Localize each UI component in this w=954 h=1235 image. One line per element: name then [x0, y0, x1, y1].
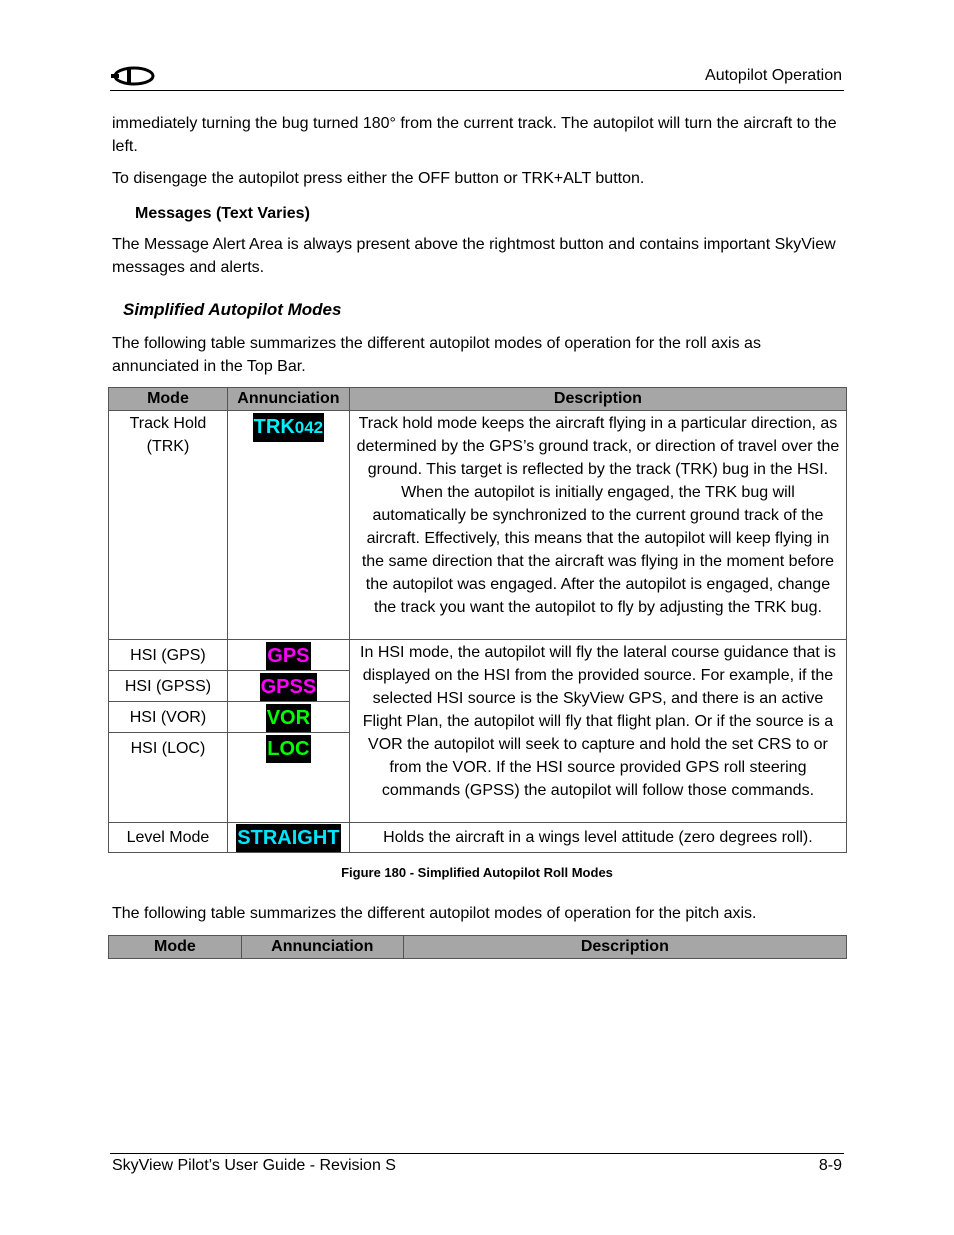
description-cell: In HSI mode, the autopilot will fly the lateral course guidance that is displayed on the HSI from the provided source. For example, if the selected HSI source is the SkyView GPS, and there is an active Flight Plan, the autopilot will fly that flight plan. Or if the source is a VOR the autopilot will seek to capture and hold the set CRS to or from the VOR. If the HSI source provided GPS roll steering commands (GPSS) the autopilot will follow those commands.	[349, 640, 846, 823]
mode-cell	[109, 411, 228, 640]
heading-simplified-modes: Simplified Autopilot Modes	[123, 300, 342, 319]
annunciation-vor: VOR	[266, 704, 311, 732]
paragraph-turn-bug: immediately turning the bug turned 180° from the current track. The autopilot will turn the aircraft to the left.	[112, 115, 837, 155]
paragraph-disengage: To disengage the autopilot press either the OFF button or TRK+ALT button.	[112, 170, 645, 187]
table-header-row	[109, 388, 847, 411]
table-row	[109, 823, 847, 853]
description-cell: Holds the aircraft in a wings level attitude (zero degrees roll).	[349, 823, 846, 853]
col-header-description: Description	[403, 936, 846, 959]
table-header-row	[109, 936, 847, 959]
footer-page-number: 8-9	[818, 1157, 842, 1174]
annunciation-cell	[227, 640, 349, 671]
dynon-logo-icon	[110, 66, 156, 86]
col-header-description: Description	[349, 388, 846, 411]
table-row	[109, 640, 847, 671]
pitch-modes-table	[108, 935, 847, 959]
annunciation-trk: TRK042	[253, 413, 324, 442]
footer-rule	[110, 1153, 844, 1154]
col-header-annunciation: Annunciation	[227, 388, 349, 411]
mode-cell: Level Mode	[109, 823, 228, 853]
annunciation-cell	[227, 671, 349, 702]
annunciation-cell	[227, 823, 349, 853]
annunciation-straight: STRAIGHT	[236, 824, 340, 852]
header-section-title: Autopilot Operation	[705, 67, 842, 84]
mode-cell: HSI (GPS)	[109, 640, 228, 671]
heading-messages: Messages (Text Varies)	[135, 205, 310, 222]
col-header-mode: Mode	[109, 936, 242, 959]
paragraph-pitch-intro: The following table summarizes the different autopilot modes of operation for the pitch axis.	[112, 905, 757, 922]
table-row	[109, 411, 847, 640]
mode-cell: HSI (VOR)	[109, 702, 228, 733]
annunciation-loc: LOC	[266, 735, 310, 763]
figure-caption: Figure 180 - Simplified Autopilot Roll Modes	[341, 865, 613, 880]
footer-title: SkyView Pilot’s User Guide - Revision S	[112, 1157, 396, 1174]
mode-cell: HSI (LOC)	[109, 733, 228, 823]
col-header-mode: Mode	[109, 388, 228, 411]
roll-modes-table	[108, 387, 847, 853]
col-header-annunciation: Annunciation	[241, 936, 403, 959]
annunciation-gps: GPS	[266, 642, 310, 670]
annunciation-cell	[227, 733, 349, 823]
header-rule	[110, 90, 844, 91]
annunciation-cell	[227, 702, 349, 733]
annunciation-gpss: GPSS	[260, 673, 318, 701]
description-cell: Track hold mode keeps the aircraft flying in a particular direction, as determined by the GPS’s ground track, or direction of travel over the ground. This target is reflected by the track (TRK) bug in the HSI. When the autopilot is initially engaged, the TRK bug will automatically be synchronized to the current ground track of the aircraft. Effectively, this means that the autopilot will keep flying in the same direction that the aircraft was flying in the moment before the autopilot was engaged. After the autopilot is engaged, change the track you want the autopilot to fly by adjusting the TRK bug.	[349, 411, 846, 640]
annunciation-cell	[227, 411, 349, 640]
paragraph-roll-intro: The following table summarizes the different autopilot modes of operation for the roll axis as annunciated in the Top Bar.	[112, 335, 761, 375]
paragraph-message-alert: The Message Alert Area is always present above the rightmost button and contains important SkyView messages and alerts.	[112, 236, 836, 276]
mode-cell: HSI (GPSS)	[109, 671, 228, 702]
mode-label: Track Hold (TRK)	[129, 415, 207, 455]
